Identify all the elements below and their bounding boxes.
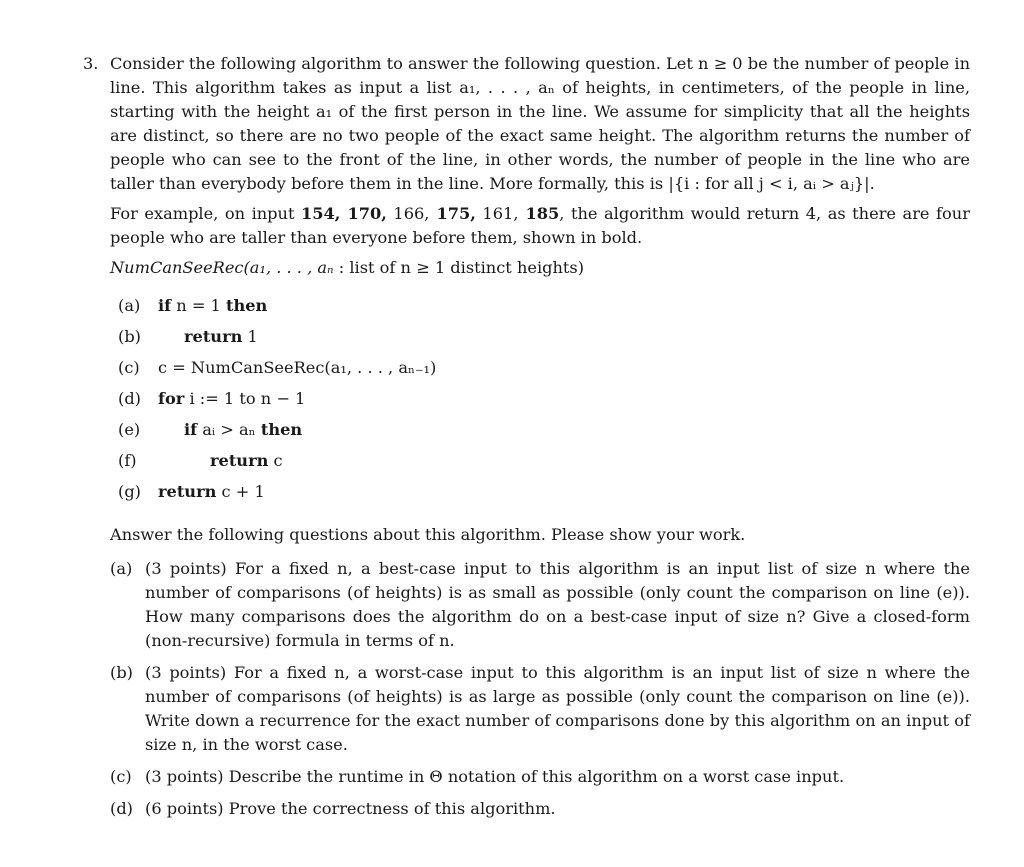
sub-question-text: (3 points) Describe the runtime in Θ notation of this algorithm on a worst case input. <box>145 767 845 786</box>
example-bold-3: 185 <box>518 204 560 223</box>
sub-question-text: (3 points) For a fixed n, a worst-case input to this algorithm is an input list of size n where the number of comparisons (of heights) is as large as possible (only count the comparison on line (e)). Write down a recurrence for the exact number of comparisons done by this algorithm on an input of size n, in the worst case. <box>145 663 970 754</box>
algorithm-line <box>110 476 970 507</box>
example-mid-2: 161, <box>475 204 519 223</box>
algorithm-line-body <box>158 480 265 504</box>
algorithm-line-label: (f) <box>118 450 137 470</box>
sub-question-label: (a) <box>110 559 133 578</box>
algorithm-line-text: n = 1 <box>171 295 226 315</box>
question-number: 3. <box>83 54 99 73</box>
sub-question-text: (6 points) Prove the correctness of this algorithm. <box>145 799 556 818</box>
algorithm-line-body <box>158 418 302 442</box>
answer-intro: Answer the following questions about this algorithm. Please show your work. <box>110 525 746 544</box>
algorithm-signature-rest: : list of n ≥ 1 distinct heights) <box>333 258 585 277</box>
algorithm-line-text: c <box>268 450 283 470</box>
algorithm-line-label: (b) <box>118 326 141 346</box>
algorithm-line-text: c + 1 <box>216 481 265 501</box>
example-bold-1: 154, 170, <box>301 204 387 223</box>
keyword: for <box>158 388 185 408</box>
algorithm-line-label: (a) <box>118 295 141 315</box>
algorithm-line-text: 1 <box>242 326 258 346</box>
sub-question-label: (d) <box>110 799 133 818</box>
example-paragraph <box>110 202 970 250</box>
sub-question-label: (c) <box>110 767 132 786</box>
intro-paragraph: Consider the following algorithm to answer the following question. Let n ≥ 0 be the number of people in line. This algorithm takes as input a list a₁, . . . , aₙ of heights, in centimeters, of the people in line, starting with the height a₁ of the first person in the line. We assume for simplicity that all the heights are distinct, so there are no two people of the exact same height. The algorithm returns the number of people who can see to the front of the line, in other words, the number of people in the line who are taller than everybody before them in the line. More formally, this is |{i : for all j < i, aᵢ > aⱼ}|. <box>110 54 970 193</box>
algorithm-signature <box>110 256 970 280</box>
sub-question <box>110 557 970 653</box>
algorithm-line <box>110 383 970 414</box>
algorithm-line-text: aᵢ > aₙ <box>197 419 261 439</box>
sub-question <box>110 765 970 789</box>
algorithm-line-label: (e) <box>118 419 141 439</box>
sub-question <box>110 661 970 757</box>
algorithm-line-text: c = NumCanSeeRec(a₁, . . . , aₙ₋₁) <box>158 357 437 377</box>
example-mid-1: 166, <box>386 204 430 223</box>
algorithm-line <box>110 445 970 476</box>
sub-question-text: (3 points) For a fixed n, a best-case input to this algorithm is an input list of size n where the number of comparisons (of heights) is as small as possible (only count the comparison on line (e)). How many comparisons does the algorithm do on a best-case input of size n? Give a closed-form (non-recursive) formula in terms of n. <box>145 559 970 650</box>
algorithm-line-body <box>158 387 305 411</box>
keyword: return <box>210 450 269 470</box>
example-bold-2: 175, <box>429 204 476 223</box>
algorithm-line <box>110 414 970 445</box>
example-after: , the algorithm would return 4, as there are four people who are taller than everyone before them, shown in bold. <box>110 204 970 247</box>
algorithm-line-body <box>158 356 436 380</box>
algorithm-lines <box>110 290 970 507</box>
keyword: then <box>260 419 303 439</box>
algorithm-line <box>110 321 970 352</box>
keyword: if <box>158 295 172 315</box>
keyword: if <box>184 419 198 439</box>
question-content <box>110 52 970 829</box>
example-before: For example, on input <box>110 204 295 223</box>
question-list <box>110 557 970 821</box>
algorithm-line-label: (g) <box>118 481 141 501</box>
keyword: then <box>226 295 268 315</box>
sub-question-label: (b) <box>110 663 133 682</box>
algorithm-line-body <box>158 294 267 318</box>
keyword: return <box>158 481 217 501</box>
sub-question <box>110 797 970 821</box>
algorithm-line <box>110 352 970 383</box>
keyword: return <box>184 326 243 346</box>
algorithm-name: NumCanSeeRec(a₁, . . . , aₙ <box>110 258 334 277</box>
algorithm-line-label: (c) <box>118 357 140 377</box>
algorithm-line <box>110 290 970 321</box>
algorithm-line-body <box>158 325 258 349</box>
algorithm-line-label: (d) <box>118 388 141 408</box>
algorithm-line-text: i := 1 to n − 1 <box>184 388 306 408</box>
algorithm-line-body <box>158 449 283 473</box>
